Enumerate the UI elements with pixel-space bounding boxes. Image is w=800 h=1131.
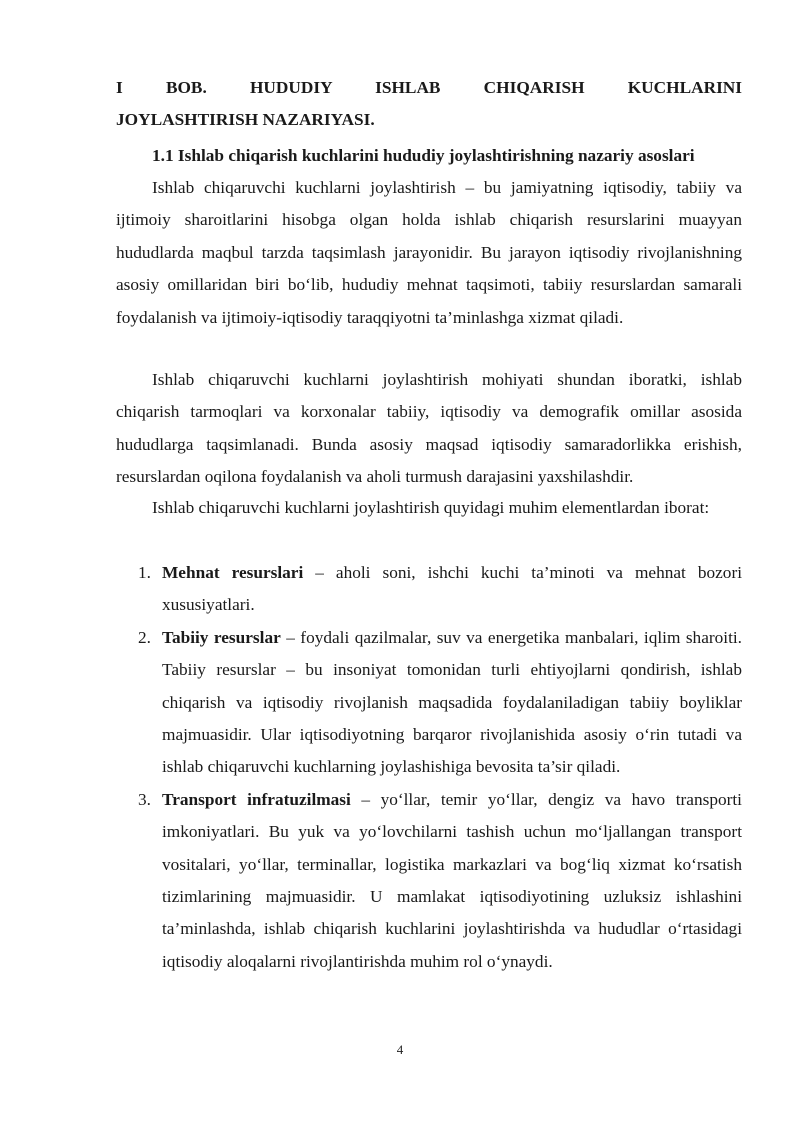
list-item-term: Mehnat resurslari bbox=[162, 563, 304, 582]
list-item bbox=[116, 784, 742, 978]
list-item-number: 3. bbox=[138, 789, 151, 809]
list-item bbox=[116, 557, 742, 622]
list-item-term: Tabiiy resurslar bbox=[162, 627, 281, 647]
chapter-title: I BOB. HUDUDIY ISHLAB CHIQARISH KUCHLARINI bbox=[116, 78, 742, 97]
paragraph: Ishlab chiqaruvchi kuchlarni joylashtirish – bu jamiyatning iqtisodiy, tabiiy va ijtimoiy sharoitlarini hisobga olgan holda ishlab chiqarish resurslarini muayyan hududlarda maqbul tarzda taqsimlash jarayonidir. Bu jarayon iqtisodiy rivojlanishning asosiy omillaridan biri bo‘lib, hududiy mehnat taqsimoti, tabiiy resurslardan samarali foydalanish va ijtimoiy-iqtisodiy taraqqiyotni ta’minlashga xizmat qiladi. bbox=[116, 178, 742, 327]
chapter-title-continuation: JOYLASHTIRISH NAZARIYASI. bbox=[116, 110, 375, 129]
paragraph: Ishlab chiqaruvchi kuchlarni joylashtirish quyidagi muhim elementlardan iborat: bbox=[152, 498, 710, 517]
paragraph: Ishlab chiqaruvchi kuchlarni joylashtirish mohiyati shundan iboratki, ishlab chiqarish tarmoqlari va korxonalar tabiiy, iqtisodiy va demografik omillar asosida hududlarga taqsimlanadi. Bunda asosiy maqsad iqtisodiy samaradorlikka erishish, resurslardan oqilona foydalanish va aholi turmush darajasini yaxshilashdir. bbox=[116, 370, 742, 487]
list-item-term: Transport infratuzilmasi bbox=[162, 789, 351, 809]
list-item-text: – yo‘llar, temir yo‘llar, dengiz va havo transporti imkoniyatlari. Bu yuk va yo‘lovchilarni tashish uchun mo‘ljallangan transport vositalari, yo‘llar, terminallar, logistika markazlari va bog‘liq xizmat ko‘rsatish tizimlarining majmuasidir. U mamlakat iqtisodiyotining uzluksiz ishlashini ta’minlashda, ishlab chiqarish kuchlarini joylashtirishda va hududlar o‘rtasidagi iqtisodiy aloqalarni rivojlantirishda muhim rol o‘ynaydi. bbox=[162, 789, 742, 971]
section-heading: 1.1 Ishlab chiqarish kuchlarini hududiy joylashtirishning nazariy asoslari bbox=[152, 146, 695, 165]
list-item-text: – foydali qazilmalar, suv va energetika manbalari, iqlim sharoiti. Tabiiy resurslar – bu insoniyat tomonidan turli ehtiyojlarni qondirish, ishlab chiqarish va iqtisodiy rivojlanish maqsadida foydalaniladigan tabiiy boyliklar majmuasidir. Ular iqtisodiyotning barqaror rivojlanishida asosiy o‘rin tutadi va ishlab chiqaruvchi kuchlarning joylashishiga bevosita ta’sir qiladi. bbox=[162, 627, 742, 777]
list-item-number: 1. bbox=[138, 563, 151, 582]
elements-list bbox=[116, 557, 742, 978]
list-item-text: – aholi soni, ishchi kuchi ta’minoti va mehnat bozori xususiyatlari. bbox=[162, 563, 742, 615]
list-item-number: 2. bbox=[138, 627, 151, 647]
page-number: 4 bbox=[396, 1042, 404, 1057]
list-item bbox=[116, 622, 742, 784]
